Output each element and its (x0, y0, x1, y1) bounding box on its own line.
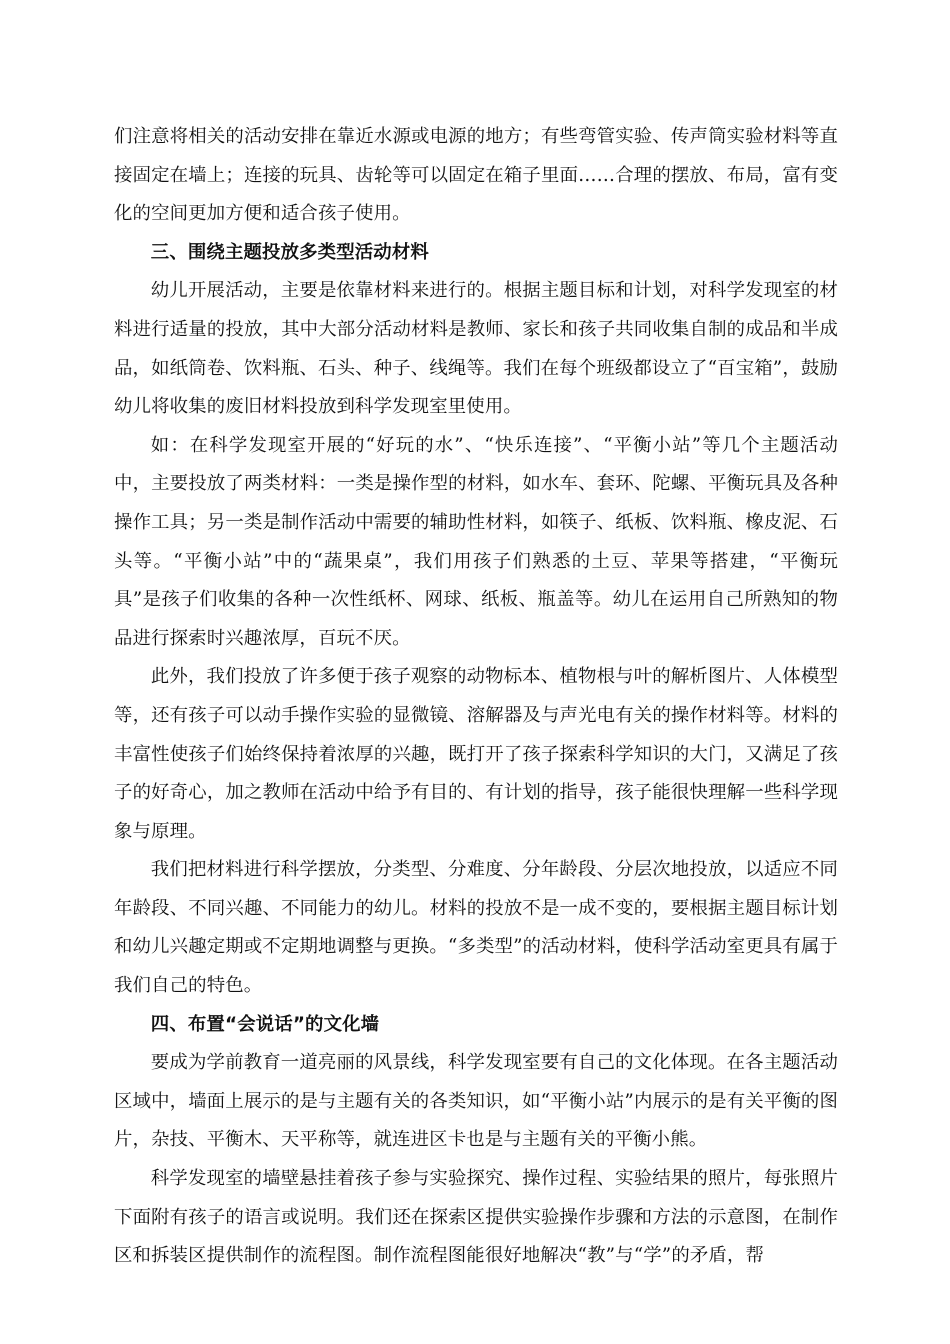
paragraph: 科学发现室的墙壁悬挂着孩子参与实验探究、操作过程、实验结果的照片，每张照片下面附有孩子的语言或说明。我们还在探索区提供实验操作步骤和方法的示意图，在制作区和拆装区提供制作的流程图。制作流程图能很好地解决“教”与“学”的矛盾，帮 (114, 1168, 838, 1267)
document-body (114, 118, 838, 1276)
paragraph: 幼儿开展活动，主要是依靠材料来进行的。根据主题目标和计划，对科学发现室的材料进行适量的投放，其中大部分活动材料是教师、家长和孩子共同收集自制的成品和半成品，如纸筒卷、饮料瓶、石头、种子、线绳等。我们在每个班级都设立了“百宝箱”，鼓励幼儿将收集的废旧材料投放到科学发现室里使用。 (114, 280, 838, 418)
paragraph-continued: 们注意将相关的活动安排在靠近水源或电源的地方；有些弯管实验、传声筒实验材料等直接固定在墙上；连接的玩具、齿轮等可以固定在箱子里面……合理的摆放、布局，富有变化的空间更加方便和适合孩子使用。 (114, 126, 838, 225)
paragraph: 此外，我们投放了许多便于孩子观察的动物标本、植物根与叶的解析图片、人体模型等，还有孩子可以动手操作实验的显微镜、溶解器及与声光电有关的操作材料等。材料的丰富性使孩子们始终保持着浓厚的兴趣，既打开了孩子探索科学知识的大门，又满足了孩子的好奇心，加之教师在活动中给予有目的、有计划的指导，孩子能很快理解一些科学现象与原理。 (114, 666, 838, 842)
paragraph: 我们把材料进行科学摆放，分类型、分难度、分年龄段、分层次地投放，以适应不同年龄段、不同兴趣、不同能力的幼儿。材料的投放不是一成不变的，要根据主题目标计划和幼儿兴趣定期或不定期地调整与更换。“多类型”的活动材料，使科学活动室更具有属于我们自己的特色。 (114, 859, 838, 997)
section-heading-4: 四、布置“会说话”的文化墙 (150, 1013, 380, 1035)
section-heading-3: 三、围绕主题投放多类型活动材料 (150, 241, 429, 263)
paragraph: 要成为学前教育一道亮丽的风景线，科学发现室要有自己的文化体现。在各主题活动区域中，墙面上展示的是与主题有关的各类知识，如“平衡小站”内展示的是有关平衡的图片，杂技、平衡木、天平称等，就连进区卡也是与主题有关的平衡小熊。 (114, 1052, 838, 1151)
paragraph: 如：在科学发现室开展的“好玩的水”、“快乐连接”、“平衡小站”等几个主题活动中，主要投放了两类材料：一类是操作型的材料，如水车、套环、陀螺、平衡玩具及各种操作工具；另一类是制作活动中需要的辅助性材料，如筷子、纸板、饮料瓶、橡皮泥、石头等。“平衡小站”中的“蔬果桌”，我们用孩子们熟悉的土豆、苹果等搭建，“平衡玩具”是孩子们收集的各种一次性纸杯、网球、纸板、瓶盖等。幼儿在运用自己所熟知的物品进行探索时兴趣浓厚，百玩不厌。 (114, 434, 838, 649)
